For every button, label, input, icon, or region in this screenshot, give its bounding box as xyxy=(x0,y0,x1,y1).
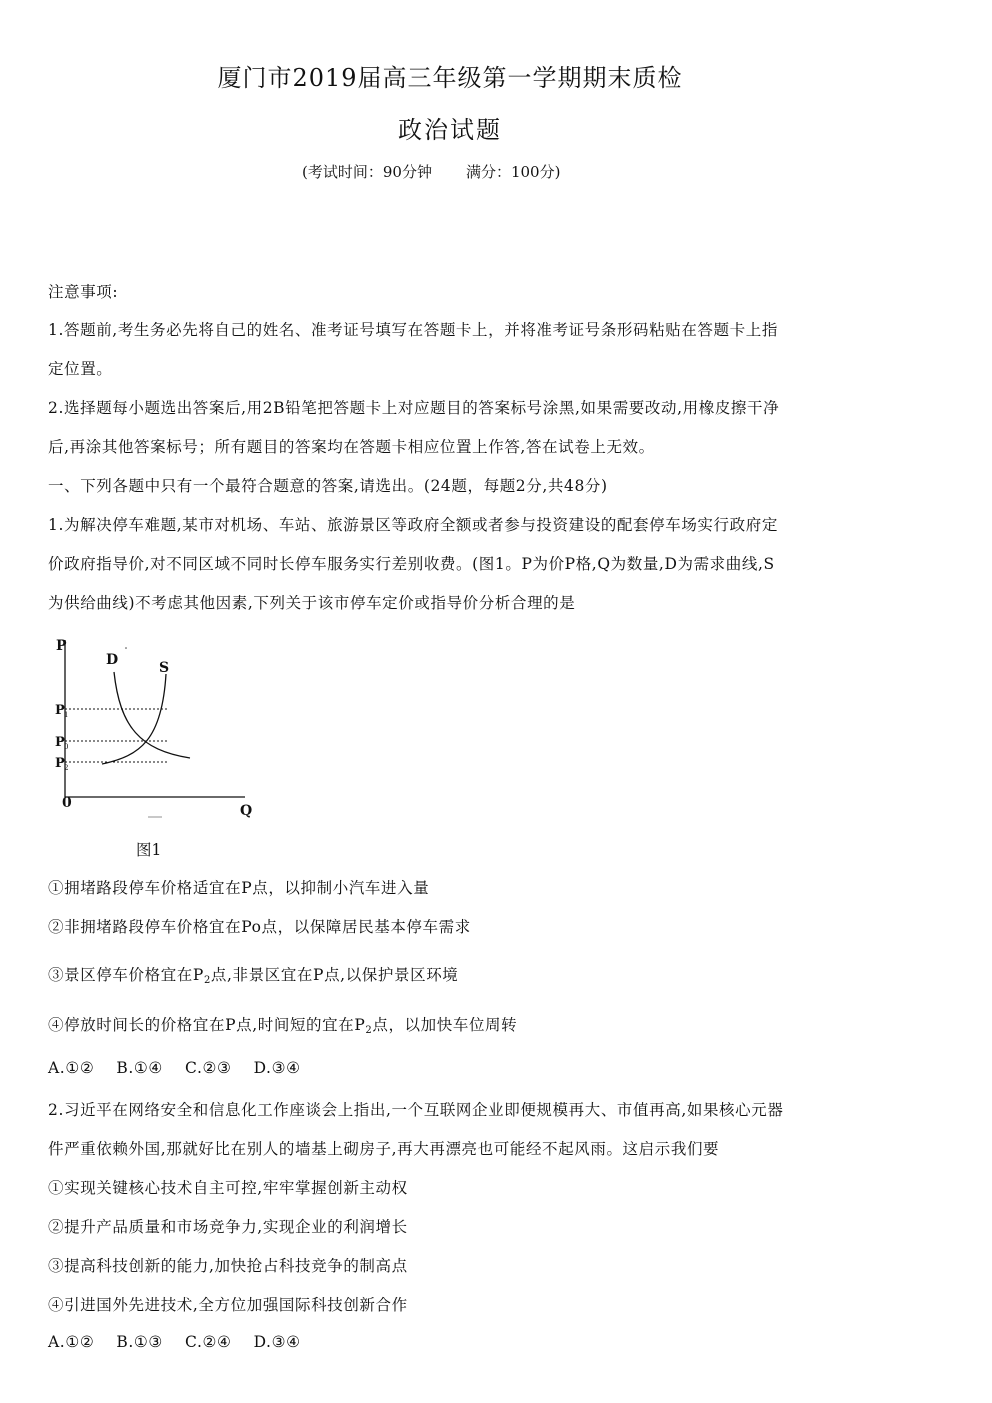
figure-caption: 图1 xyxy=(136,841,162,859)
origin-label: 0 xyxy=(62,795,72,811)
y-tick-subscript: 1 xyxy=(64,711,69,719)
full-score: 满分：100分) xyxy=(465,163,561,181)
q1-option-1: ①拥堵路段停车价格适宜在P点，以抑制小汽车进入量 xyxy=(48,879,430,897)
exam-info xyxy=(302,161,560,182)
demand-curve-label: D xyxy=(106,652,119,668)
notice-item1-line1: 1.答题前,考生务必先将自己的姓名、准考证号填写在答题卡上，并将准考证号条形码粘贴在答题卡上指 xyxy=(48,321,778,339)
y-tick-label: P xyxy=(55,756,65,771)
notice-item2-line2: 后,再涂其他答案标号；所有题目的答案均在答题卡相应位置上作答,答在试卷上无效。 xyxy=(48,438,655,456)
q2-option-2: ②提升产品质量和市场竞争力,实现企业的利润增长 xyxy=(48,1218,408,1236)
notice-item1-line2: 定位置。 xyxy=(48,360,113,378)
supply-curve xyxy=(102,674,166,764)
supply-curve-label: S xyxy=(159,660,170,676)
demand-curve xyxy=(114,672,190,758)
x-axis-label: Q xyxy=(240,803,253,819)
q1-option-4-text-a: ④停放时间长的价格宜在P点,时间短的宜在P xyxy=(48,1016,366,1034)
q1-answers: A.①② B.①④ C.②③ D.③④ xyxy=(48,1059,301,1077)
y-tick-label: P xyxy=(55,703,65,718)
exam-title: 厦门市2019届高三年级第一学期期末质检 xyxy=(217,64,683,92)
q2-option-3: ③提高科技创新的能力,加快抢占科技竞争的制高点 xyxy=(48,1257,408,1275)
supply-demand-chart xyxy=(40,632,270,827)
section-heading: 一、下列各题中只有一个最符合题意的答案,请选出。(24题，每题2分,共48分) xyxy=(48,477,608,495)
q2-option-4: ④引进国外先进技术,全方位加强国际科技创新合作 xyxy=(48,1296,408,1314)
q1-option-3-text-b: 点,非景区宜在P点,以保护景区环境 xyxy=(210,966,459,984)
exam-time: (考试时间：90分钟 xyxy=(302,163,432,181)
q2-stem-line2: 件严重依赖外国,那就好比在别人的墙基上砌房子,再大再漂亮也可能经不起风雨。这启示我们要 xyxy=(48,1140,720,1158)
y-axis-label: P xyxy=(56,638,67,654)
q1-option-4-subscript: 2 xyxy=(365,1025,373,1036)
y-tick-subscript: 0 xyxy=(64,743,69,751)
q1-option-4-text-b: 点，以加快车位周转 xyxy=(372,1016,518,1034)
q1-option-3 xyxy=(48,963,458,986)
q2-answers: A.①② B.①③ C.②④ D.③④ xyxy=(48,1333,301,1351)
y-tick-subscript: 2 xyxy=(64,764,69,772)
notice-item2-line1: 2.选择题每小题选出答案后,用2B铅笔把答题卡上对应题目的答案标号涂黑,如果需要改动,用橡皮擦干净 xyxy=(48,399,780,417)
chart-speck xyxy=(125,647,127,649)
q1-stem-line2: 价政府指导价,对不同区域不同时长停车服务实行差别收费。(图1。P为价P格,Q为数量,D为需求曲线,S xyxy=(48,555,775,573)
q1-stem-line1: 1.为解决停车难题,某市对机场、车站、旅游景区等政府全额或者参与投资建设的配套停车场实行政府定 xyxy=(48,516,778,534)
q2-stem-line1: 2.习近平在网络安全和信息化工作座谈会上指出,一个互联网企业即便规模再大、市值再高,如果核心元器 xyxy=(48,1101,784,1119)
supply-demand-svg xyxy=(40,632,270,827)
exam-subtitle: 政治试题 xyxy=(398,116,502,144)
q1-option-4 xyxy=(48,1013,517,1036)
q1-option-3-text-a: ③景区停车价格宜在P xyxy=(48,966,204,984)
q1-stem-line3: 为供给曲线)不考虑其他因素,下列关于该市停车定价或指导价分析合理的是 xyxy=(48,594,576,612)
notice-heading: 注意事项: xyxy=(48,283,119,301)
q1-option-2: ②非拥堵路段停车价格宜在Po点，以保障居民基本停车需求 xyxy=(48,918,471,936)
q2-option-1: ①实现关键核心技术自主可控,牢牢掌握创新主动权 xyxy=(48,1179,408,1197)
y-tick-label: P xyxy=(55,735,65,750)
q1-option-3-subscript: 2 xyxy=(203,975,211,986)
